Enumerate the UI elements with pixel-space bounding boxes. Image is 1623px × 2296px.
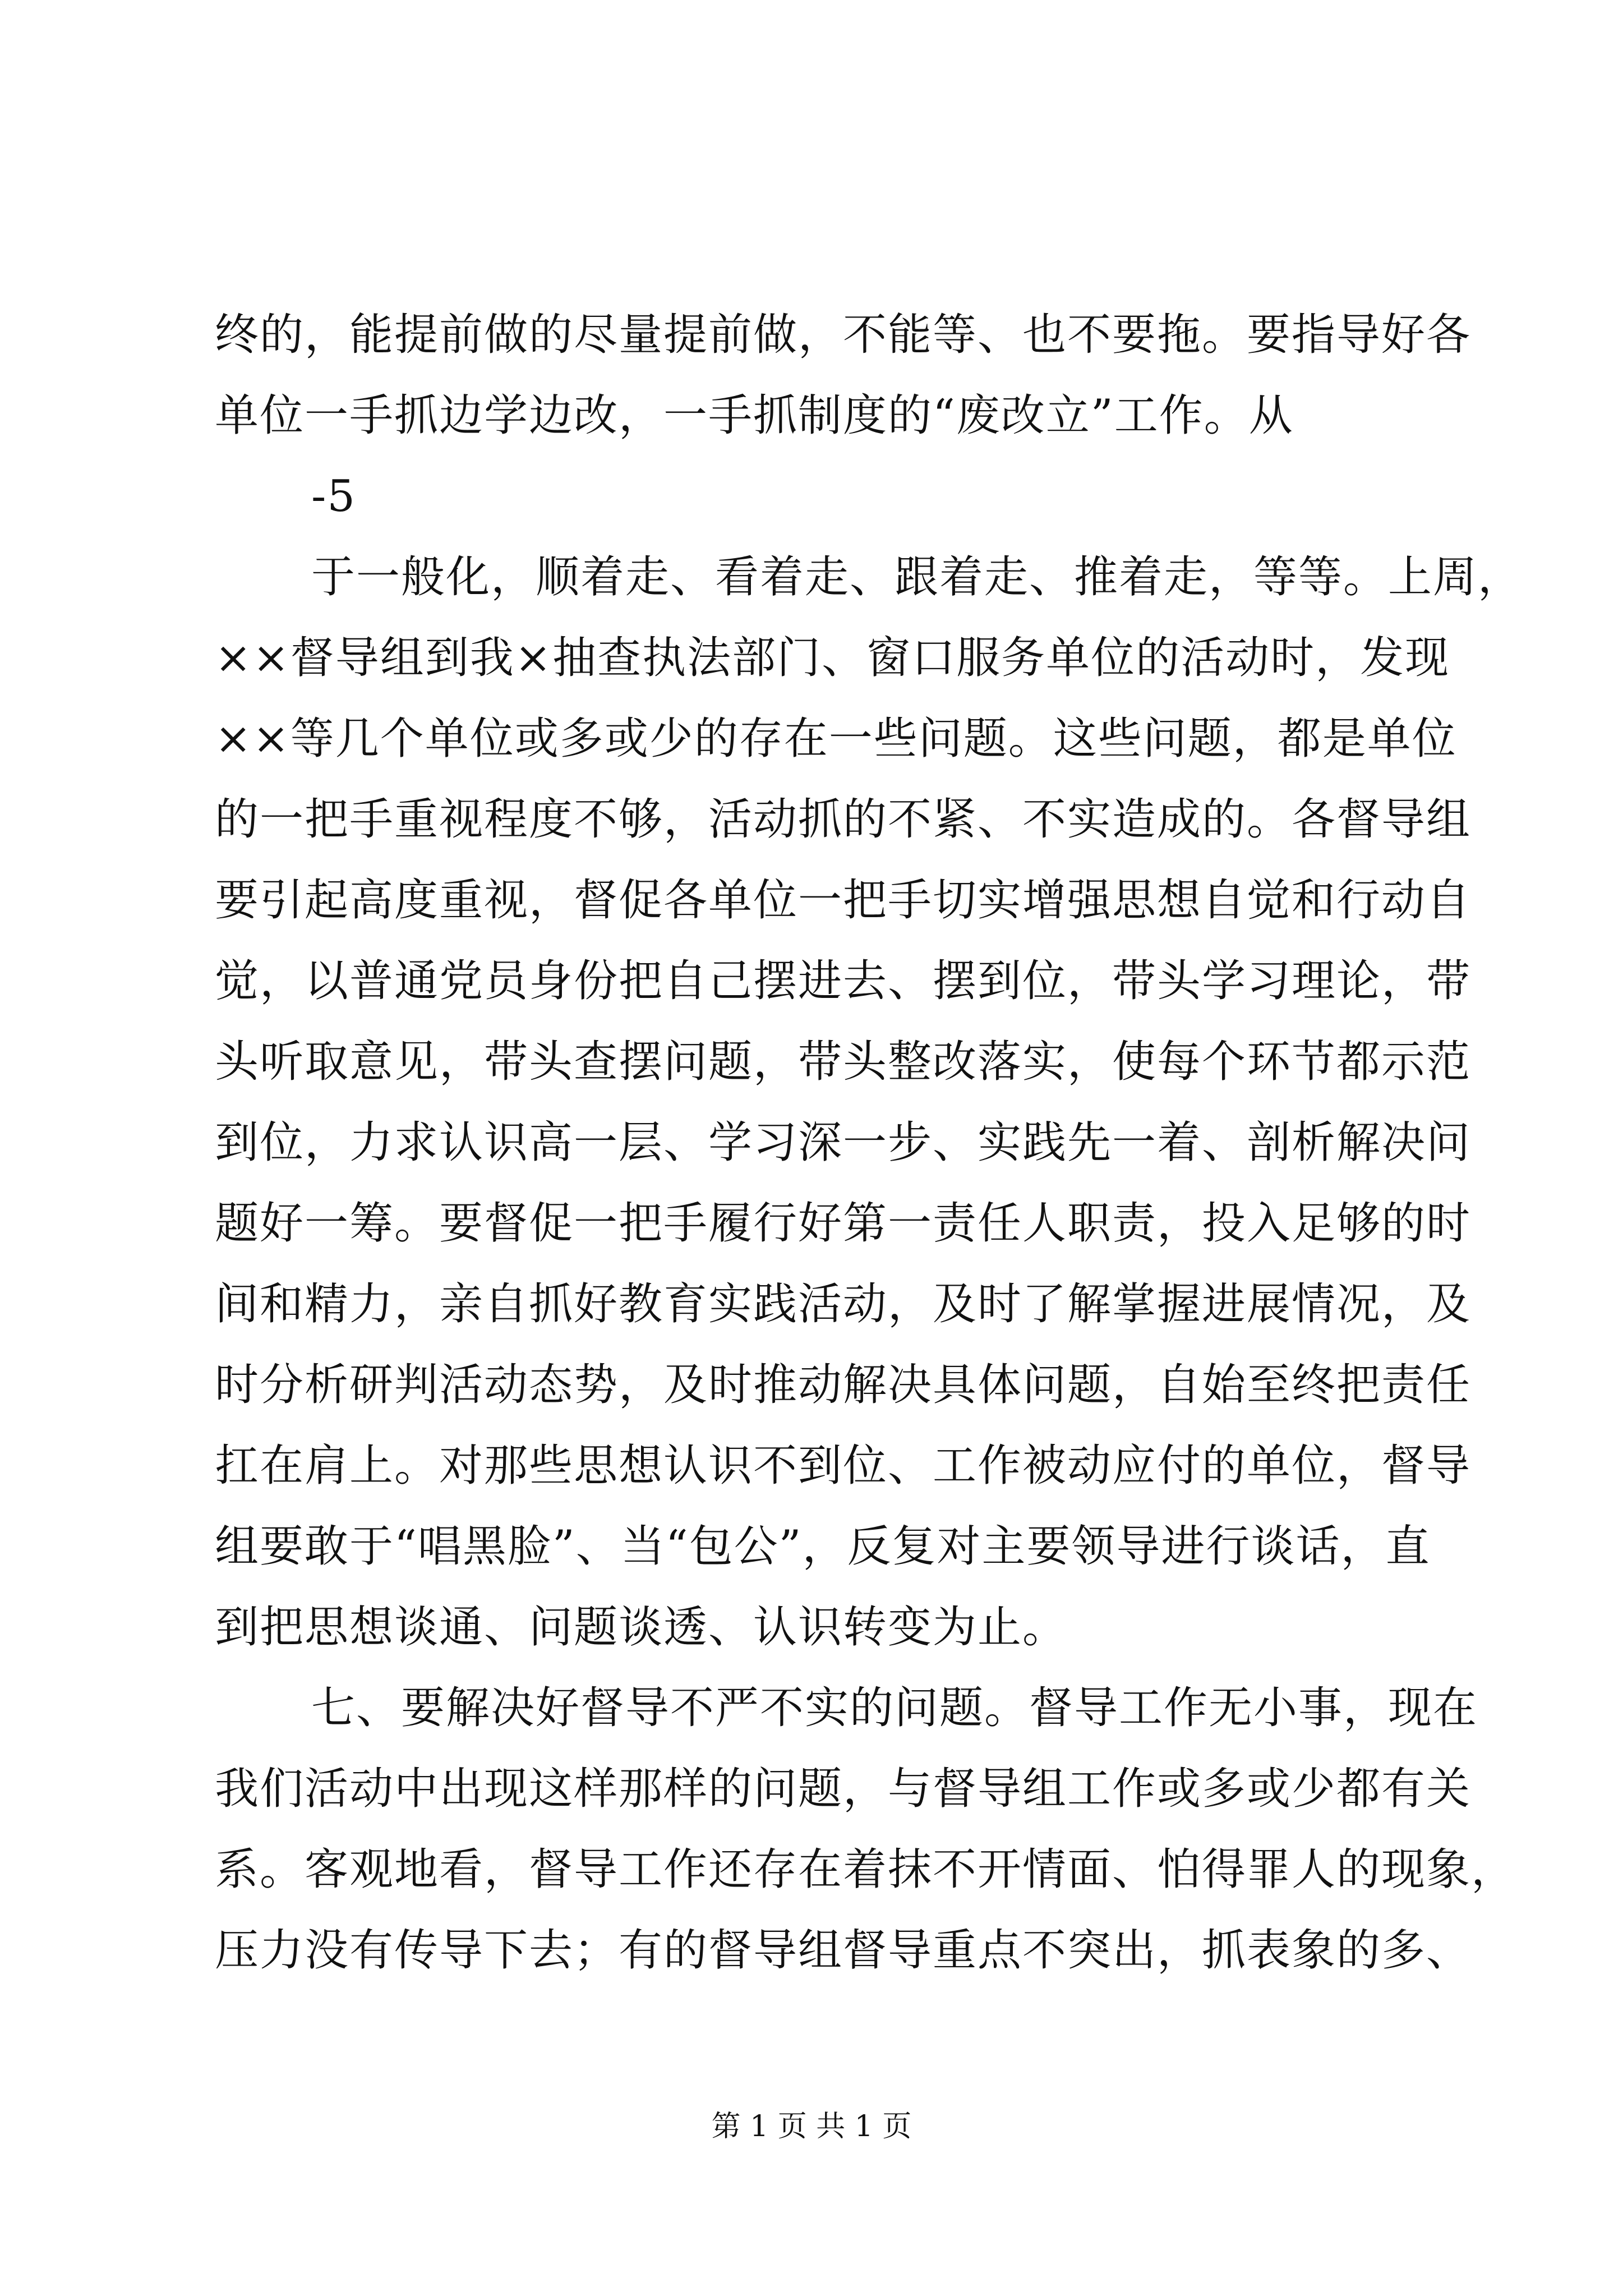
text-line: 头听取意见，带头查摆问题，带头整改落实，使每个环节都示范 xyxy=(215,1037,1472,1087)
text-line: 题好一筹。要督促一把手履行好第一责任人职责，投入足够的时 xyxy=(215,1198,1472,1249)
paragraph-start-line: 于一般化，顺着走、看着走、跟着走、推着走，等等。上周， xyxy=(311,552,1523,602)
text-line: 扛在肩上。对那些思想认识不到位、工作被动应付的单位，督导 xyxy=(215,1441,1472,1491)
text-line: 到位，力求认识高一层、学习深一步、实践先一着、剖析解决问 xyxy=(215,1117,1472,1168)
text-line: 到把思想谈通、问题谈透、认识转变为止。 xyxy=(215,1602,1068,1653)
text-line: ××督导组到我×抽查执法部门、窗口服务单位的活动时，发现 xyxy=(215,633,1450,683)
text-line: 时分析研判活动态势，及时推动解决具体问题，自始至终把责任 xyxy=(215,1360,1472,1410)
text-line: 系。客观地看，督导工作还存在着抹不开情面、怕得罪人的现象， xyxy=(215,1844,1516,1895)
text-line: 我们活动中出现这样那样的问题，与督导组工作或多或少都有关 xyxy=(215,1764,1472,1814)
text-line: ××等几个单位或多或少的存在一些问题。这些问题，都是单位 xyxy=(215,714,1457,764)
text-line: 间和精力，亲自抓好教育实践活动，及时了解掌握进展情况，及 xyxy=(215,1279,1472,1329)
paragraph-start-line: 七、要解决好督导不严不实的问题。督导工作无小事，现在 xyxy=(311,1683,1478,1733)
text-line: 终的，能提前做的尽量提前做，不能等、也不要拖。要指导好各 xyxy=(215,310,1472,360)
text-line: 压力没有传导下去；有的督导组督导重点不突出，抓表象的多、 xyxy=(215,1925,1472,1976)
page-footer: 第 1 页 共 1 页 xyxy=(711,2110,912,2143)
text-line: 觉，以普通党员身份把自己摆进去、摆到位，带头学习理论，带 xyxy=(215,956,1472,1006)
document-body xyxy=(215,295,1523,1991)
text-line: 的一把手重视程度不够，活动抓的不紧、不实造成的。各督导组 xyxy=(215,794,1472,845)
text-line: 要引起高度重视，督促各单位一把手切实增强思想自觉和行动自 xyxy=(215,875,1472,926)
text-line: 组要敢于“唱黑脸”、当“包公”，反复对主要领导进行谈话，直 xyxy=(215,1521,1431,1572)
text-line: 单位一手抓边学边改，一手抓制度的“废改立”工作。从 xyxy=(215,390,1294,441)
page-marker: -5 xyxy=(311,471,356,522)
